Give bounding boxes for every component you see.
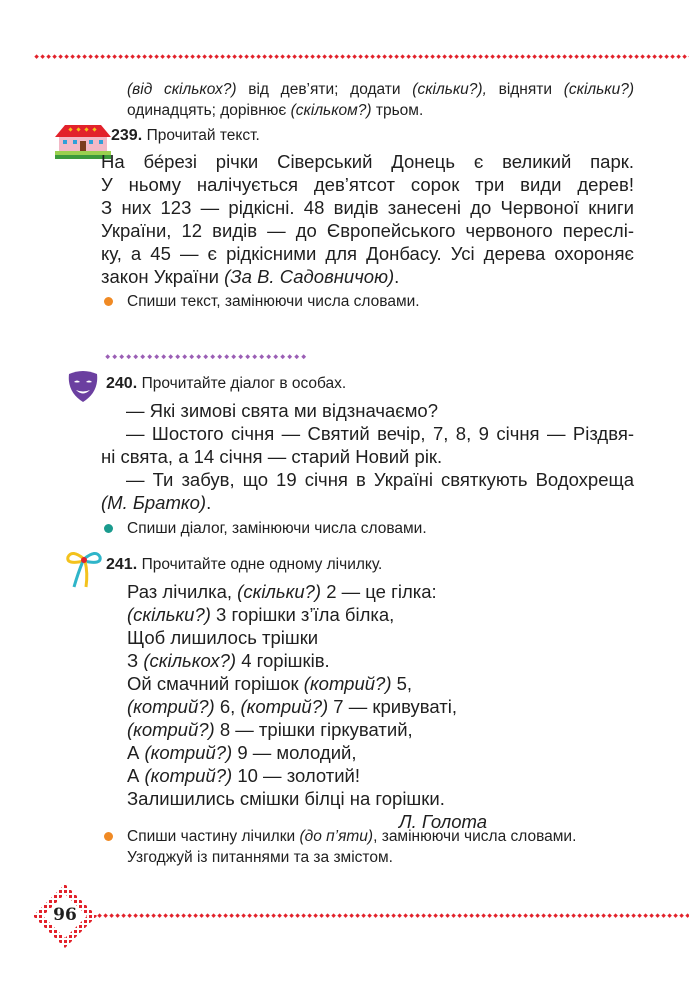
exercise-240-dialog: — Які зимові свята ми відзначаємо? — Шостого січня — Святий вечір, 7, 8, 9 січня — Різдвя- ні свята, а 14 січня — старий Новий рік. — Ти забув, що 19 січня в Україні святкують Водохреща (М. Братко). bbox=[101, 400, 634, 513]
theatre-mask-icon bbox=[66, 370, 100, 404]
exercise-240-task: Спиши діалог, замінюючи числа словами. bbox=[127, 520, 427, 537]
top-continuation-text: (від скількох?) від дев’яти; додати (скільки?), відняти (скільки?) одинадцять; дорівнює (скільком?) трьом. bbox=[127, 81, 635, 119]
bullet-orange bbox=[104, 297, 113, 306]
exercise-instruction: Прочитай текст. bbox=[146, 127, 260, 144]
text-source: (За В. Садовничою) bbox=[224, 266, 395, 287]
exercise-241-title bbox=[106, 556, 382, 574]
top-ornament-border bbox=[34, 54, 689, 60]
section-separator-ornament bbox=[104, 353, 306, 361]
exercise-241-rhyme: Раз лічилка, (скільки?) 2 — це гілка: (скільки?) 3 горішки з’їла білка, Щоб лишилось трішки З (скількох?) 4 горішків. Ой смачний горішок (котрий?) 5, (котрий?) 6, (котрий?) 7 — кривуваті, (котрий?) 8 — трішки гіркуватий, А (котрий?) 9 — молодий, А (котрий?) 10 — золотий! Залишились смішки білці на горішки. Л. Голота bbox=[127, 581, 487, 832]
exercise-number: 239. bbox=[111, 127, 143, 144]
question-from-how-many: (від скількох?) bbox=[127, 81, 237, 98]
bullet-teal bbox=[104, 524, 113, 533]
exercise-number: 241. bbox=[106, 556, 138, 573]
exercise-241-task: Спиши частину лічилки (до п’яти), замінюючи числа словами. Узгоджуй із питаннями та за змістом. bbox=[127, 828, 577, 866]
exercise-instruction: Прочитайте одне одному лічилку. bbox=[141, 556, 383, 573]
ribbon-bow-icon bbox=[64, 549, 104, 589]
bottom-ornament-border bbox=[97, 913, 689, 919]
exercise-239-title bbox=[111, 127, 260, 145]
rhyme-author: Л. Голота bbox=[398, 811, 487, 832]
page-number: 96 bbox=[53, 905, 77, 925]
exercise-239-task: Спиши текст, замінюючи числа словами. bbox=[127, 293, 420, 310]
exercise-number: 240. bbox=[106, 375, 138, 392]
bullet-orange bbox=[104, 832, 113, 841]
text-source: (М. Братко) bbox=[101, 492, 207, 513]
exercise-240-title bbox=[106, 375, 346, 393]
exercise-instruction: Прочитайте діалог в особах. bbox=[141, 375, 347, 392]
exercise-239-text: На бе́резі річки Сіверський Донець є великий парк. У ньому налічується дев’ятсот сорок три види дерев! З них 123 — рідкісні. 48 видів занесені до Червоної книги України, 12 видів — до Європейського червоного переслі- ку, а 45 — є рідкісними для Донбасу. Усі дерева охороняє закон України (За В. Садовничою). bbox=[101, 151, 634, 287]
